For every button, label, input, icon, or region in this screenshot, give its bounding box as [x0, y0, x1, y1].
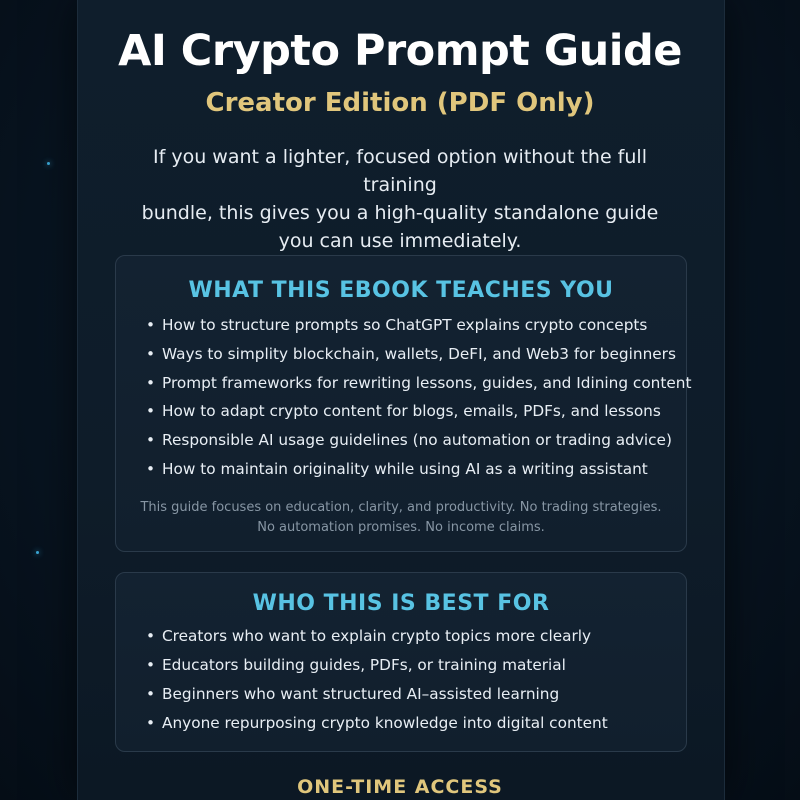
one-time-access-label: ONE-TIME ACCESS — [297, 776, 503, 798]
list-item: • How to adapt crypto content for blogs, emails, PDFs, and lessons — [146, 397, 686, 426]
list-item: • Creators who want to explain crypto topics more clearly — [146, 622, 686, 651]
teaches-list — [116, 311, 692, 484]
list-item: • Anyone repurposing crypto knowledge into digital content — [146, 709, 686, 738]
disclaimer-line: This guide focuses on education, clarity, and productivity. No trading strategies. — [140, 499, 662, 515]
background-sparkle — [36, 551, 39, 554]
teaches-card — [115, 255, 692, 552]
intro-paragraph — [115, 143, 685, 255]
list-item: • How to structure prompts so ChatGPT explains crypto concepts — [146, 311, 686, 340]
background-sparkle — [47, 162, 50, 165]
list-item: • Prompt frameworks for rewriting lessons, guides, and Idining content — [146, 369, 686, 398]
intro-line: If you want a lighter, focused option without the full training — [153, 146, 647, 196]
best-for-card — [115, 572, 687, 752]
page-title: AI Crypto Prompt Guide — [118, 26, 682, 76]
intro-line: bundle, this gives you a high-quality standalone guide — [141, 202, 659, 224]
disclaimer-line: No automation promises. No income claims. — [257, 519, 545, 535]
list-item: • Educators building guides, PDFs, or training material — [146, 651, 686, 680]
list-item: • Responsible AI usage guidelines (no automation or trading advice) — [146, 426, 686, 455]
disclaimer-note — [116, 498, 686, 538]
edition-subtitle: Creator Edition (PDF Only) — [205, 88, 595, 118]
list-item: • How to maintain originality while using AI as a writing assistant — [146, 455, 686, 484]
intro-line: you can use immediately. — [278, 230, 522, 252]
teaches-heading: WHAT THIS EBOOK TEACHES YOU — [188, 278, 614, 303]
best-for-heading: WHO THIS IS BEST FOR — [252, 591, 550, 616]
best-for-list — [116, 622, 686, 738]
list-item: • Ways to simplity blockchain, wallets, DeFI, and Web3 for beginners — [146, 340, 686, 369]
list-item: • Beginners who want structured AI–assisted learning — [146, 680, 686, 709]
